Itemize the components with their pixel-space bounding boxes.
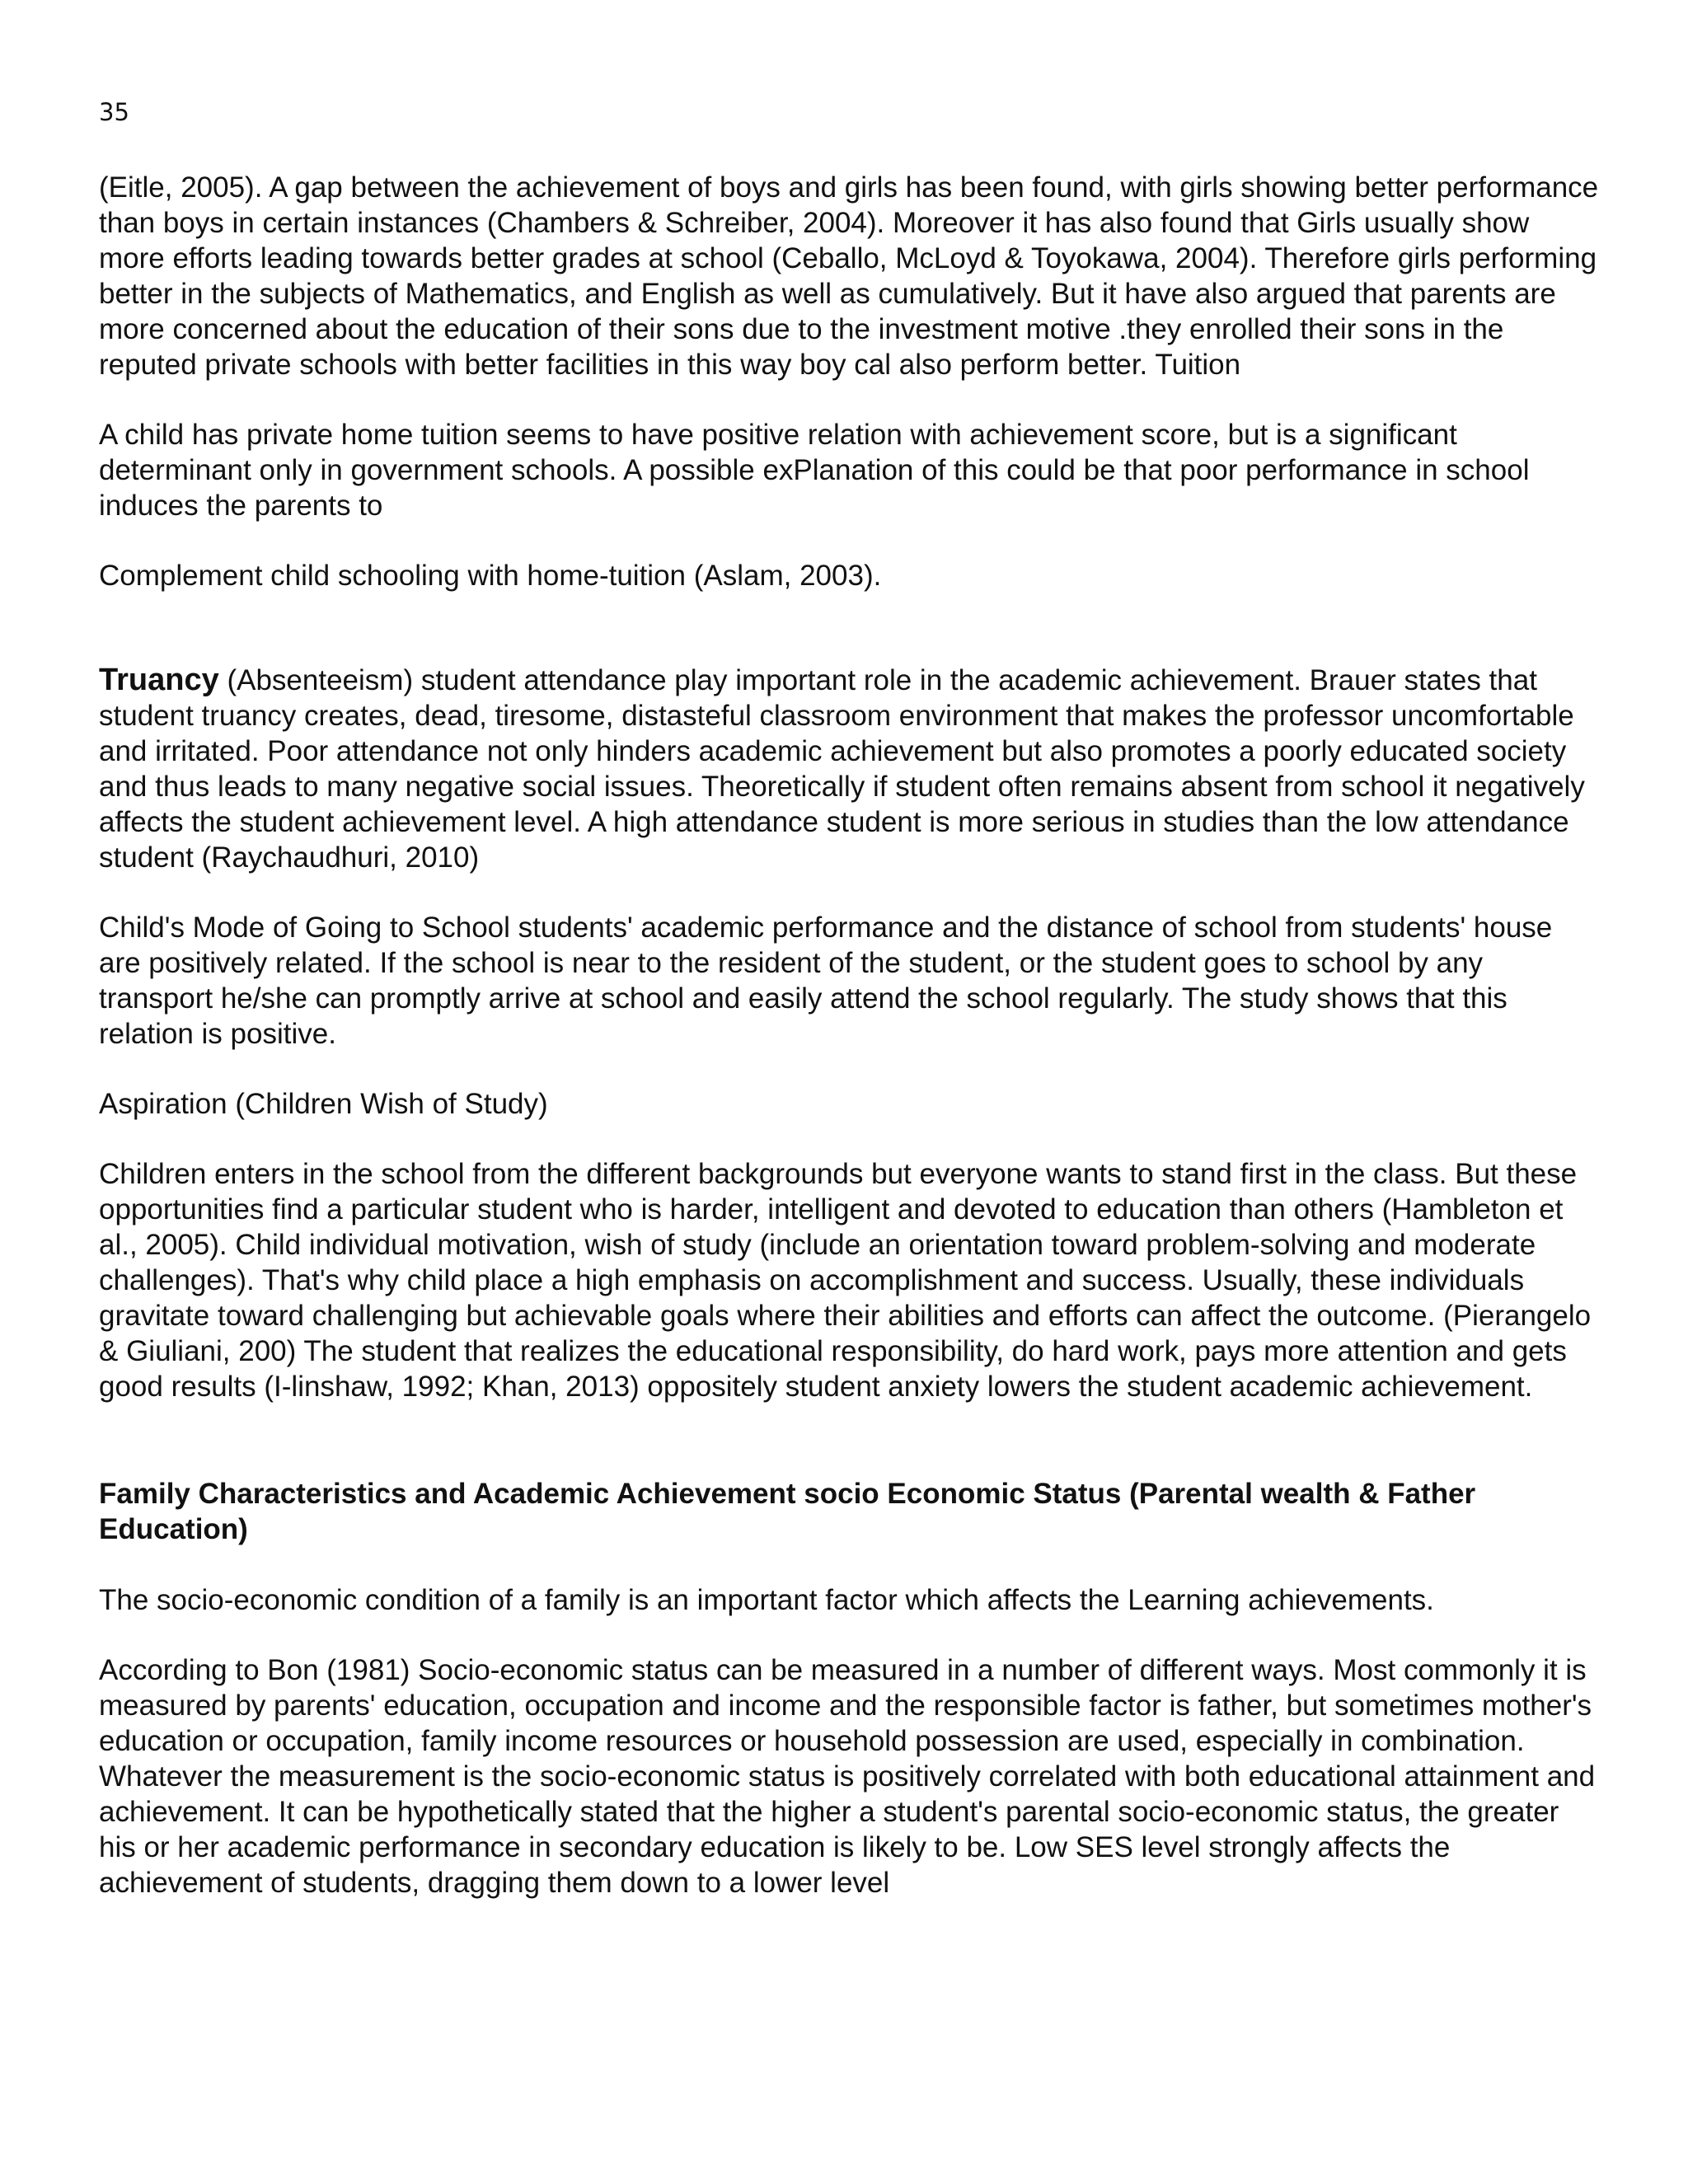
paragraph-ses-intro: The socio-economic condition of a family is an important factor which affects the Learning achievements.	[99, 1584, 1434, 1616]
page-number: 35	[99, 98, 129, 126]
paragraph-ses-measurement: According to Bon (1981) Socio-economic status can be measured in a number of different ways. Most commonly it is measured by parents' education, occupation and income and the responsible factor is father, but sometimes mother's education or occupation, family income resources or household possession are used, especially in combination. Whatever the measurement is the socio-economic status is positively correlated with both educational attainment and achievement. It can be hypothetically stated that the higher a student's parental socio-economic status, the greater his or her academic performance in secondary education is likely to be. Low SES level strongly affects the achievement of students, dragging them down to a lower level	[99, 1654, 1596, 1899]
paragraph-home-tuition: A child has private home tuition seems to have positive relation with achievement score, but is a significant determinant only in government schools. A possible exPlanation of this could be that poor performance in school induces the parents to	[99, 419, 1530, 522]
aspiration-heading: Aspiration (Children Wish of Study)	[99, 1088, 548, 1120]
paragraph-aspiration: Children enters in the school from the different backgrounds but everyone wants to stand first in the class. But these opportunities find a particular student who is harder, intelligent and devoted to education than others (Hambleton et al., 2005). Child individual motivation, wish of study (include an orientation toward problem-solving and moderate challenges). That's why child place a high emphasis on accomplishment and success. Usually, these individuals gravitate toward challenging but achievable goals where their abilities and efforts can affect the outcome. (Pierangelo & Giuliani, 200) The student that realizes the educational responsibility, do hard work, pays more attention and gets good results (I-linshaw, 1992; Khan, 2013) oppositely student anxiety lowers the student academic achievement.	[99, 1158, 1592, 1403]
truancy-heading: Truancy	[99, 663, 219, 697]
paragraph-complement-schooling: Complement child schooling with home-tuition (Aslam, 2003).	[99, 560, 882, 592]
family-section-heading: Family Characteristics and Academic Achievement socio Economic Status (Parental wealth & Father Education)	[99, 1478, 1476, 1545]
paragraph-gender-achievement: (Eitle, 2005). A gap between the achievement of boys and girls has been found, with girls showing better performance than boys in certain instances (Chambers & Schreiber, 2004). Moreover it has also found that Girls usually show more efforts leading towards better grades at school (Ceballo, McLoyd & Toyokawa, 2004). Therefore girls performing better in the subjects of Mathematics, and English as well as cumulatively. But it have also argued that parents are more concerned about the education of their sons due to the investment motive .they enrolled their sons in the reputed private schools with better facilities in this way boy cal also perform better. Tuition	[99, 171, 1599, 381]
truancy-text: (Absenteeism) student attendance play important role in the academic achievement. Brauer states that student truancy creates, dead, tiresome, distasteful classroom environment that makes the professor uncomfortable and irritated. Poor attendance not only hinders academic achievement but also promotes a poorly educated society and thus leads to many negative social issues. Theoretically if student often remains absent from school it negatively affects the student achievement level. A high attendance student is more serious in studies than the low attendance student (Raychaudhuri, 2010)	[99, 664, 1585, 874]
paragraph-truancy	[99, 663, 1599, 875]
document-page	[99, 97, 1599, 1900]
paragraph-mode-of-going: Child's Mode of Going to School students' academic performance and the distance of school from students' house are positively related. If the school is near to the resident of the student, or the student goes to school by any transport he/she can promptly arrive at school and easily attend the school regularly. The study shows that this relation is positive.	[99, 912, 1553, 1050]
